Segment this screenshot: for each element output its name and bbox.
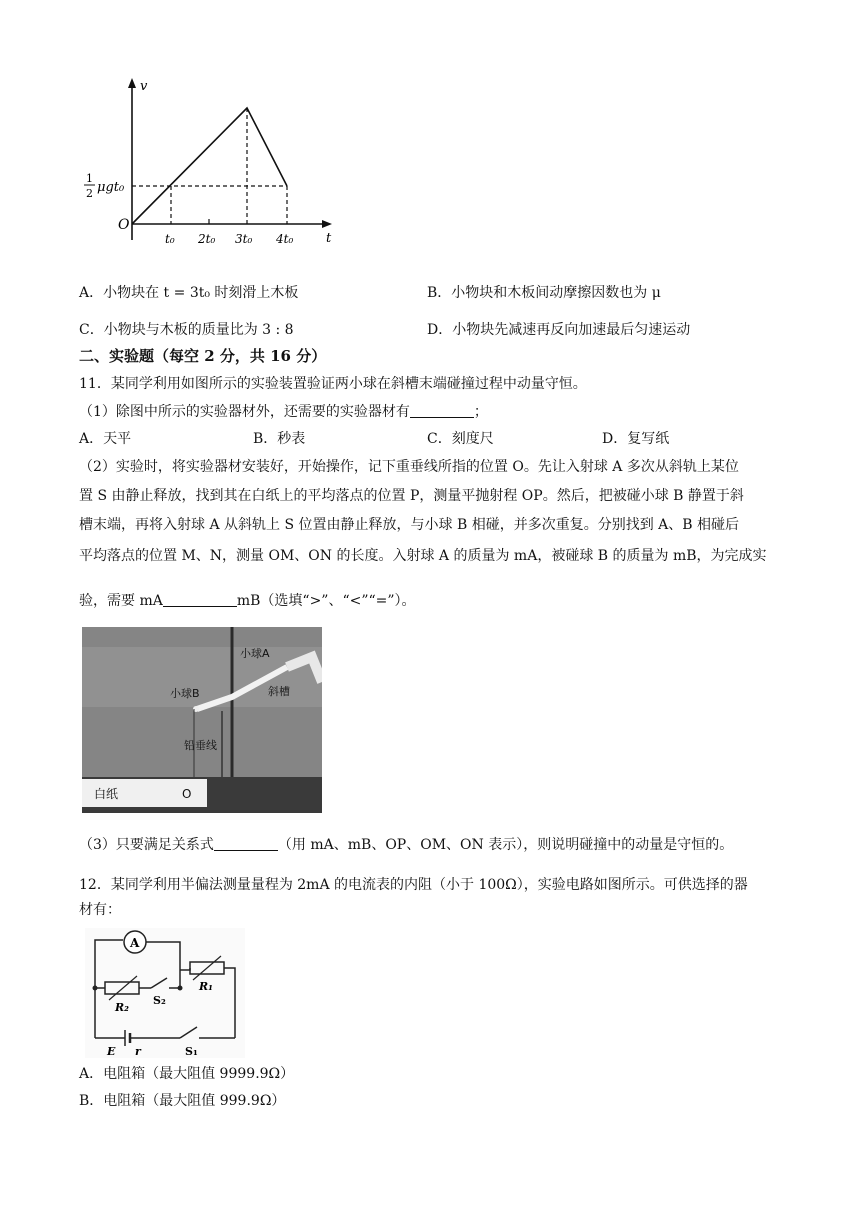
y-tick-rest: μgt₀ xyxy=(97,180,125,195)
y-axis-arrow xyxy=(128,78,136,88)
q11-part3 xyxy=(79,834,733,854)
photo-label-ball-b: 小球B xyxy=(170,687,200,700)
photo-label-plumb: 铅垂线 xyxy=(184,739,217,752)
q11-part2-line1: （2）实验时，将实验器材安装好，开始操作，记下重垂线所指的位置 O。先让入射球 A 多次从斜轨上某位 xyxy=(79,459,739,475)
origin-label: O xyxy=(118,217,130,233)
y-tick-frac-den: 2 xyxy=(86,187,93,200)
q12-option-b: B．电阻箱（最大阻值 999.9Ω） xyxy=(79,1093,286,1109)
q10-option-a: A．小物块在 t = 3t₀ 时刻滑上木板 xyxy=(79,285,299,301)
section-title: 二、实验题（每空 2 分，共 16 分） xyxy=(79,347,327,365)
q11-part3-blank[interactable] xyxy=(214,836,278,851)
photo-label-ball-a: 小球A xyxy=(240,647,270,660)
q11-part2-line2: 置 S 由静止释放，找到其在白纸上的平均落点的位置 P，测量平抛射程 OP。然后，把被碰小球 B 静置于斜 xyxy=(79,488,744,504)
q10-option-d: D．小物块先减速再反向加速最后匀速运动 xyxy=(427,322,691,338)
q11-option-d: D．复写纸 xyxy=(602,431,670,447)
label-s1: S₁ xyxy=(185,1045,198,1058)
velocity-line xyxy=(132,108,287,224)
x-axis-arrow xyxy=(322,220,332,228)
q10-option-b: B．小物块和木板间动摩擦因数也为 μ xyxy=(427,285,661,301)
photo-label-paper: 白纸 xyxy=(94,787,119,801)
q12-option-a: A．电阻箱（最大阻值 9999.9Ω） xyxy=(79,1066,295,1082)
photo-label-track: 斜槽 xyxy=(268,685,290,698)
q11-part2-line4: 平均落点的位置 M、N，测量 OM、ON 的长度。入射球 A 的质量为 mA，被碰球 B 的质量为 mB，为完成实 xyxy=(79,548,767,564)
q11-part2-line5-b: mB（选填“>”、“<”“=”）。 xyxy=(236,593,416,609)
x-axis-label: t xyxy=(326,231,332,246)
q11-part1 xyxy=(79,401,488,421)
q11-part2-line5-a: 验，需要 mA xyxy=(79,593,163,609)
x-tick-3t0: 3t₀ xyxy=(235,232,253,246)
x-tick-t0: t₀ xyxy=(165,232,175,246)
q11-option-a: A．天平 xyxy=(79,431,132,447)
q11-part3-a: （3）只要满足关系式 xyxy=(79,837,214,853)
ammeter-label: A xyxy=(130,936,140,950)
q11-option-b: B．秒表 xyxy=(253,431,306,447)
q12-stem-line2: 材有： xyxy=(79,902,121,918)
q11-part1-text: （1）除图中所示的实验器材外，还需要的实验器材有 xyxy=(79,404,410,420)
q11-stem: 11．某同学利用如图所示的实验装置验证两小球在斜槽末端碰撞过程中动量守恒。 xyxy=(79,376,587,392)
y-axis-label: v xyxy=(140,79,148,94)
label-r2: R₂ xyxy=(115,1001,129,1014)
q11-part2-blank[interactable] xyxy=(163,592,237,607)
apparatus-photo xyxy=(82,627,322,813)
y-tick-frac-num: 1 xyxy=(86,172,93,185)
label-s2: S₂ xyxy=(153,994,166,1007)
q11-part2-line3: 槽末端，再将入射球 A 从斜轨上 S 位置由静止释放，与小球 B 相碰，并多次重复。分别找到 A、B 相碰后 xyxy=(79,517,739,533)
x-tick-4t0: 4t₀ xyxy=(276,232,294,246)
q11-part3-b: （用 mA、mB、OP、OM、ON 表示），则说明碰撞中的动量是守恒的。 xyxy=(277,837,734,853)
apparatus-drawing xyxy=(82,627,322,813)
q11-part1-end: ； xyxy=(473,404,488,420)
photo-label-o: O xyxy=(182,787,192,801)
q11-part1-blank[interactable] xyxy=(410,403,474,418)
velocity-time-graph xyxy=(80,72,340,252)
q11-option-c: C．刻度尺 xyxy=(427,431,494,447)
q11-part2-line5 xyxy=(79,590,416,610)
label-r1: R₁ xyxy=(199,980,213,993)
label-r: r xyxy=(135,1045,141,1058)
q12-stem-line1: 12．某同学利用半偏法测量量程为 2mA 的电流表的内阻（小于 100Ω），实验电路如图所示。可供选择的器 xyxy=(79,877,748,893)
circuit-diagram xyxy=(85,928,245,1058)
label-e: E xyxy=(107,1045,116,1058)
q10-option-c: C．小物块与木板的质量比为 3 : 8 xyxy=(79,322,294,338)
x-tick-2t0: 2t₀ xyxy=(198,232,216,246)
